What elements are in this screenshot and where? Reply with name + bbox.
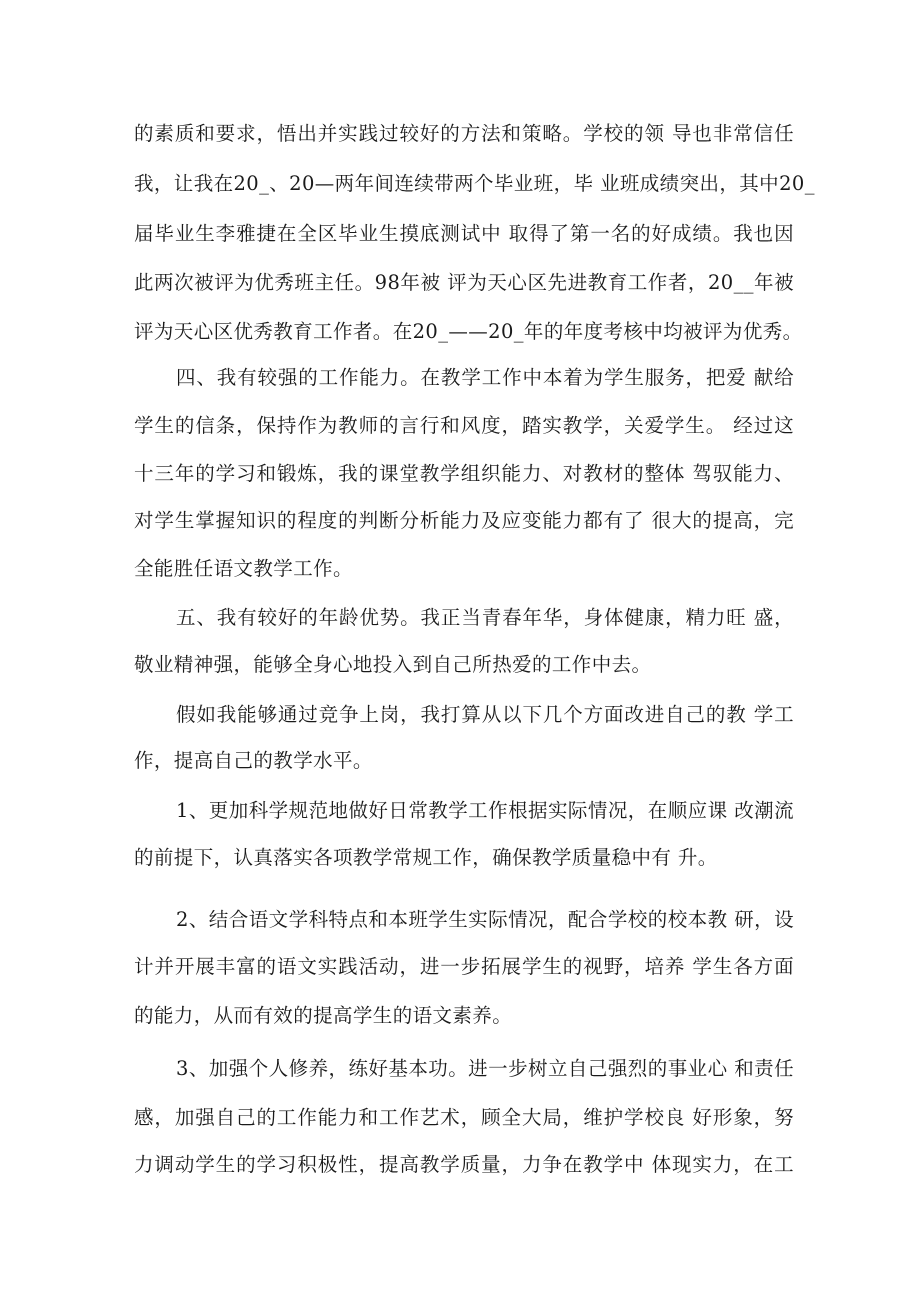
text-line: 四、我有较强的工作能力。在教学工作中本着为学生服务，把爱 献给: [176, 366, 794, 389]
text-line: 感，加强自己的工作能力和工作艺术，顾全大局，维护学校良 好形象，努: [134, 1106, 794, 1129]
text-line: 敬业精神强，能够全身心地投入到自己所热爱的工作中去。: [134, 653, 652, 676]
text-line: 评为天心区优秀教育工作者。在20_——20_年的年度考核中均被评为优秀。: [134, 320, 803, 343]
text-line: 对学生掌握知识的程度的判断分析能力及应变能力都有了 很大的提高，完: [134, 509, 794, 532]
text-line: 假如我能够通过竞争上岗，我打算从以下几个方面改进自己的教 学工: [176, 703, 794, 726]
text-line: 的素质和要求，悟出并实践过较好的方法和策略。学校的领 导也非常信任: [134, 122, 794, 145]
text-line: 2、结合语文学科特点和本班学生实际情况，配合学校的校本教 研，设: [176, 908, 794, 931]
text-line: 的能力，从而有效的提高学生的语文素养。: [134, 1004, 513, 1027]
text-line: 的前提下，认真落实各项教学常规工作，确保教学质量稳中有 升。: [134, 846, 718, 869]
text-line: 计并开展丰富的语文实践活动，进一步拓展学生的视野，培养 学生各方面: [134, 955, 794, 978]
text-line: 1、更加科学规范地做好日常教学工作根据实际情况，在顺应课 改潮流: [176, 799, 794, 822]
text-line: 3、加强个人修养，练好基本功。进一步树立自己强烈的事业心 和责任: [176, 1057, 794, 1080]
text-line: 十三年的学习和锻炼，我的课堂教学组织能力、对教材的整体 驾驭能力、: [134, 462, 794, 485]
text-line: 五、我有较好的年龄优势。我正当青春年华，身体健康，精力旺 盛，: [176, 606, 794, 629]
text-line: 作，提高自己的教学水平。: [134, 749, 373, 772]
text-line: 我，让我在20_、20—两年间连续带两个毕业班，毕 业班成绩突出，其中20_: [134, 172, 815, 195]
text-line: 学生的信条，保持作为教师的言行和风度，踏实教学，关爱学生。 经过这: [134, 414, 794, 437]
text-line: 力调动学生的学习积极性，提高教学质量，力争在教学中 体现实力，在工: [134, 1153, 794, 1176]
text-line: 全能胜任语文教学工作。: [134, 557, 353, 580]
text-line: 此两次被评为优秀班主任。98年被 评为天心区先进教育工作者，20__年被: [134, 271, 794, 294]
text-line: 届毕业生李雅捷在全区毕业生摸底测试中 取得了第一名的好成绩。我也因: [134, 222, 794, 245]
